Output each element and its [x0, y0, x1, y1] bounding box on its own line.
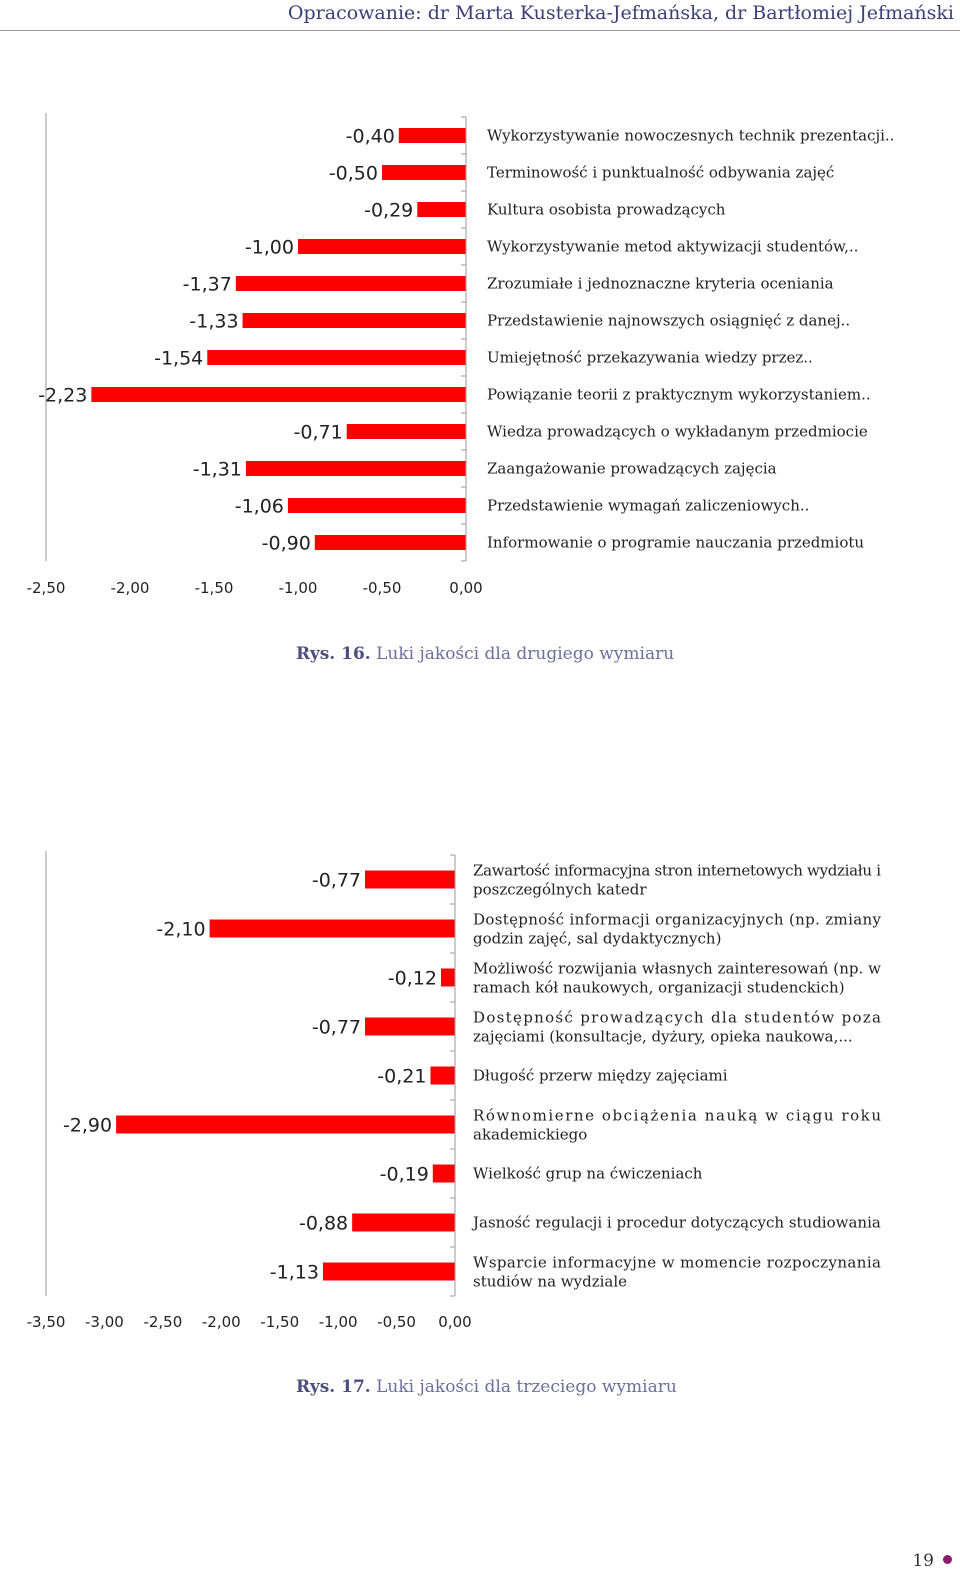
tick-label: -2,00: [110, 579, 150, 597]
category-label: godzin zajęć, sal dydaktycznych): [473, 929, 722, 948]
category-label: Przedstawienie najnowszych osiągnięć z danej..: [487, 311, 851, 330]
category-label: Wiedza prowadzących o wykładanym przedmiocie: [487, 422, 868, 441]
category-label: Powiązanie teorii z praktycznym wykorzystaniem..: [487, 385, 871, 404]
data-label: -1,13: [269, 1261, 319, 1284]
tick-label: -0,50: [377, 1313, 416, 1331]
caption-figure-17-number: Rys. 17.: [296, 1377, 371, 1397]
data-label: -1,00: [244, 236, 294, 259]
category-label: Wykorzystywanie metod aktywizacji studentów,..: [487, 237, 859, 256]
chart-gaps-second-dimension: [0, 100, 960, 720]
category-label: Wsparcie informacyjne w momencie rozpoczynania: [473, 1253, 881, 1272]
bar: [210, 920, 455, 938]
caption-figure-16: [296, 644, 674, 664]
category-label: Zawartość informacyjna stron internetowych wydziału i: [473, 861, 881, 880]
data-label: -2,10: [156, 918, 206, 941]
caption-figure-17: [296, 1377, 677, 1397]
bar: [441, 969, 455, 987]
bar: [323, 1263, 455, 1281]
category-label: Wielkość grup na ćwiczeniach: [473, 1164, 703, 1183]
bar: [315, 535, 466, 550]
category-label: Zaangażowanie prowadzących zajęcia: [487, 459, 777, 478]
bar: [399, 128, 466, 143]
tick-label: -0,50: [362, 579, 402, 597]
chart-gaps-third-dimension: [0, 830, 960, 1350]
bar: [365, 871, 455, 889]
data-label: -0,19: [379, 1163, 429, 1186]
data-label: -0,29: [364, 199, 414, 222]
data-label: -2,90: [62, 1114, 113, 1137]
data-label: -0,21: [377, 1065, 427, 1088]
tick-label: -2,00: [201, 1313, 241, 1331]
data-label: -0,50: [328, 162, 378, 185]
bar: [246, 461, 466, 476]
bar: [417, 202, 466, 217]
category-label: Równomierne obciążenia nauką w ciągu roku: [473, 1106, 881, 1125]
tick-label: -2,50: [26, 579, 66, 597]
category-label: Długość przerw między zajęciami: [473, 1066, 728, 1085]
bar: [352, 1214, 455, 1232]
tick-label: -1,00: [278, 579, 318, 597]
page-header: [0, 0, 960, 31]
tick-label: 0,00: [449, 579, 483, 597]
bar: [433, 1165, 455, 1183]
category-label: Dostępność informacji organizacyjnych (np. zmiany: [473, 910, 881, 929]
header-authors: Opracowanie: dr Marta Kusterka-Jefmańska, dr Bartłomiej Jefmański: [287, 2, 954, 24]
data-label: -0,90: [261, 532, 311, 555]
category-label: Możliwość rozwijania własnych zainteresowań (np. w: [473, 959, 881, 978]
data-label: -0,88: [298, 1212, 349, 1235]
category-label: Zrozumiałe i jednoznaczne kryteria oceniania: [487, 274, 834, 293]
category-label: Przedstawienie wymagań zaliczeniowych..: [487, 496, 810, 515]
data-label: -0,71: [293, 421, 343, 444]
tick-label: -2,50: [143, 1313, 183, 1331]
data-label: -1,54: [154, 347, 204, 370]
page-number: 19: [912, 1551, 934, 1571]
category-label: Informowanie o programie nauczania przedmiotu: [487, 533, 865, 552]
category-label: poszczególnych katedr: [473, 880, 647, 899]
data-label: -1,37: [182, 273, 232, 296]
bar: [365, 1018, 455, 1036]
tick-label: -1,00: [318, 1313, 358, 1331]
bar: [382, 165, 466, 180]
data-label: -1,33: [189, 310, 239, 333]
tick-label: -1,50: [194, 579, 234, 597]
caption-figure-17-text: Luki jakości dla trzeciego wymiaru: [370, 1377, 677, 1397]
bar: [298, 239, 466, 254]
bar: [347, 424, 466, 439]
page-dot-icon: [943, 1555, 952, 1564]
data-label: -1,06: [234, 495, 284, 518]
bar: [207, 350, 466, 365]
category-label: Jasność regulacji i procedur dotyczących studiowania: [473, 1213, 881, 1232]
category-label: Kultura osobista prowadzących: [487, 200, 726, 219]
caption-figure-16-text: Luki jakości dla drugiego wymiaru: [370, 644, 675, 664]
data-label: -0,77: [311, 1016, 362, 1039]
data-label: -1,31: [192, 458, 242, 481]
data-label: -0,40: [345, 125, 395, 148]
category-label: Dostępność prowadzących dla studentów poza: [473, 1008, 881, 1027]
category-label: ramach kół naukowych, organizacji studenckich): [473, 978, 845, 997]
bar: [243, 313, 466, 328]
category-label: Wykorzystywanie nowoczesnych technik prezentacji..: [487, 126, 895, 145]
data-label: -2,23: [38, 384, 88, 407]
bar: [116, 1116, 455, 1134]
tick-label: -1,50: [260, 1313, 300, 1331]
bar: [91, 387, 466, 402]
bar: [288, 498, 466, 513]
category-label: zajęciami (konsultacje, dyżury, opieka naukowa,...: [473, 1027, 853, 1046]
tick-label: 0,00: [438, 1313, 472, 1331]
category-label: Terminowość i punktualność odbywania zajęć: [487, 163, 835, 182]
category-label: studiów na wydziale: [473, 1272, 628, 1291]
caption-figure-16-number: Rys. 16.: [296, 644, 371, 664]
category-label: akademickiego: [473, 1125, 588, 1144]
bar: [430, 1067, 455, 1085]
tick-label: -3,00: [85, 1313, 124, 1331]
data-label: -0,77: [311, 869, 362, 892]
category-label: Umiejętność przekazywania wiedzy przez..: [487, 348, 813, 367]
bar: [236, 276, 466, 291]
data-label: -0,12: [387, 967, 437, 990]
tick-label: -3,50: [26, 1313, 66, 1331]
